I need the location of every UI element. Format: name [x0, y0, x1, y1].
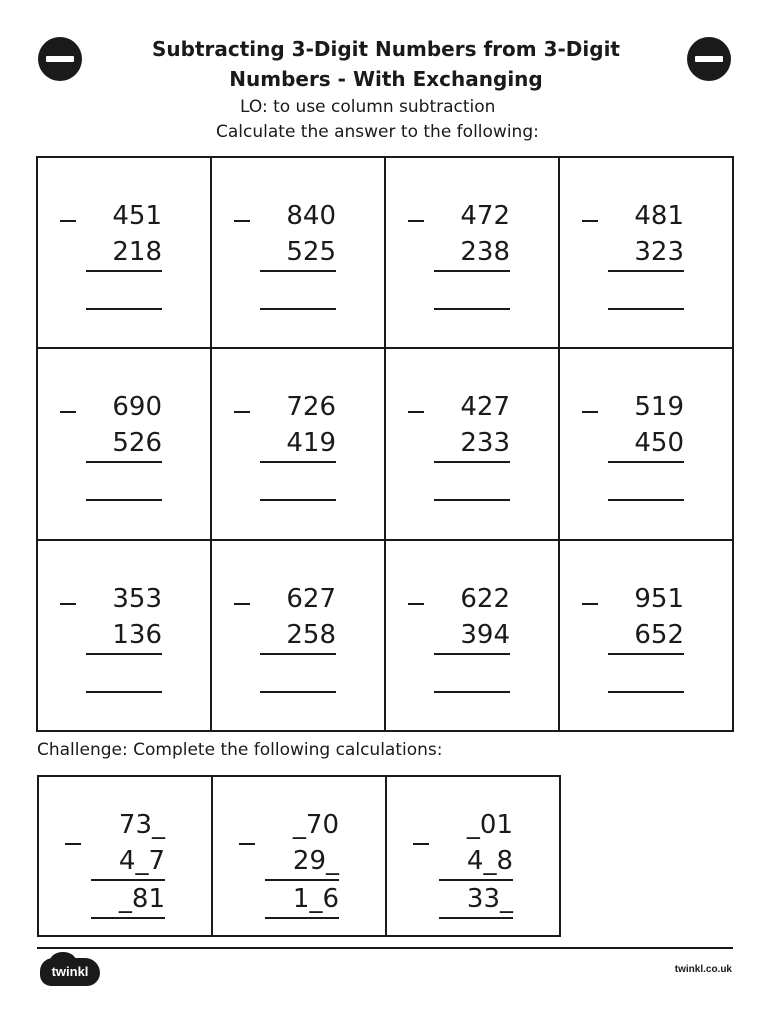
problem-cell [560, 158, 734, 349]
problem-cell [38, 158, 212, 349]
minus-sign-icon [60, 411, 76, 413]
subtrahend[interactable]: 29_ [265, 843, 339, 881]
problem-cell [386, 349, 560, 540]
subtrahend: 258 [260, 617, 336, 655]
subtrahend: 218 [86, 234, 162, 272]
missing-digit-sum [265, 807, 339, 919]
subtrahend: 652 [608, 617, 684, 655]
subtrahend[interactable]: 4_8 [439, 843, 513, 881]
answer-line[interactable] [86, 499, 162, 501]
subtrahend: 525 [260, 234, 336, 272]
minus-sign-icon [38, 37, 82, 81]
subtraction-sum [434, 389, 510, 463]
footer-divider [37, 947, 733, 949]
answer-line[interactable] [260, 499, 336, 501]
problem-cell [560, 541, 734, 732]
subtrahend[interactable]: 4_7 [91, 843, 165, 881]
challenge-cell [39, 777, 213, 937]
page-title: Subtracting 3-Digit Numbers from 3-Digit Numbers - With Exchanging [152, 37, 620, 91]
subtrahend: 136 [86, 617, 162, 655]
challenge-grid [37, 775, 561, 937]
subtraction-sum [260, 198, 336, 272]
subtrahend: 394 [434, 617, 510, 655]
minus-sign-icon [582, 603, 598, 605]
answer-line[interactable] [260, 308, 336, 310]
minuend: 726 [286, 392, 336, 423]
site-url: twinkl.co.uk [674, 964, 732, 975]
subtraction-sum [86, 389, 162, 463]
subtraction-sum [434, 198, 510, 272]
subtraction-sum [86, 581, 162, 655]
subtraction-sum [86, 198, 162, 272]
minuend[interactable]: _70 [292, 810, 339, 840]
answer-line[interactable] [608, 499, 684, 501]
minuend[interactable]: 73_ [118, 810, 165, 840]
subtraction-sum [260, 389, 336, 463]
subtrahend: 526 [86, 425, 162, 463]
problem-cell [560, 349, 734, 540]
minus-sign-icon [413, 843, 429, 845]
instruction-text: Calculate the answer to the following: [216, 122, 539, 142]
problem-cell [386, 541, 560, 732]
subtrahend: 450 [608, 425, 684, 463]
subtraction-sum [608, 198, 684, 272]
minuend[interactable]: _01 [466, 810, 513, 840]
minuend: 427 [460, 392, 510, 423]
minus-sign-icon [687, 37, 731, 81]
minuend: 353 [112, 583, 162, 614]
answer-line[interactable] [86, 308, 162, 310]
minuend: 622 [460, 583, 510, 614]
minus-sign-icon [60, 603, 76, 605]
challenge-title: Challenge: Complete the following calculations: [37, 740, 443, 760]
minus-sign-icon [60, 220, 76, 222]
problem-cell [38, 541, 212, 732]
answer-line[interactable] [434, 499, 510, 501]
answer-line[interactable] [434, 308, 510, 310]
subtrahend: 323 [608, 234, 684, 272]
missing-digit-sum [91, 807, 165, 919]
learning-objective: LO: to use column subtraction [240, 97, 496, 117]
result[interactable]: _81 [91, 881, 165, 919]
minuend: 690 [112, 392, 162, 423]
minus-sign-icon [234, 603, 250, 605]
answer-line[interactable] [434, 691, 510, 693]
subtrahend: 419 [260, 425, 336, 463]
minus-sign-icon [582, 220, 598, 222]
minus-sign-icon [408, 220, 424, 222]
missing-digit-sum [439, 807, 513, 919]
minuend: 840 [286, 201, 336, 231]
twinkl-logo: twinkl [40, 958, 100, 986]
problem-cell [38, 349, 212, 540]
minuend: 451 [112, 201, 162, 231]
result[interactable]: 1_6 [265, 881, 339, 919]
answer-line[interactable] [86, 691, 162, 693]
answer-line[interactable] [608, 691, 684, 693]
minus-sign-icon [234, 411, 250, 413]
problem-cell [212, 541, 386, 732]
problem-cell [386, 158, 560, 349]
answer-line[interactable] [608, 308, 684, 310]
result[interactable]: 33_ [439, 881, 513, 919]
minus-sign-icon [234, 220, 250, 222]
minus-sign-icon [408, 411, 424, 413]
answer-line[interactable] [260, 691, 336, 693]
minuend: 481 [634, 201, 684, 231]
subtraction-sum [434, 581, 510, 655]
minus-sign-icon [65, 843, 81, 845]
problem-grid [36, 156, 734, 732]
subtraction-sum [608, 581, 684, 655]
problem-cell [212, 349, 386, 540]
problem-cell [212, 158, 386, 349]
minuend: 472 [460, 201, 510, 231]
minus-sign-icon [582, 411, 598, 413]
subtraction-sum [608, 389, 684, 463]
subtrahend: 233 [434, 425, 510, 463]
minus-sign-icon [239, 843, 255, 845]
minuend: 951 [634, 583, 684, 614]
minuend: 519 [634, 392, 684, 423]
subtraction-sum [260, 581, 336, 655]
challenge-cell [213, 777, 387, 937]
minus-sign-icon [408, 603, 424, 605]
subtrahend: 238 [434, 234, 510, 272]
challenge-cell [387, 777, 561, 937]
minuend: 627 [286, 583, 336, 614]
